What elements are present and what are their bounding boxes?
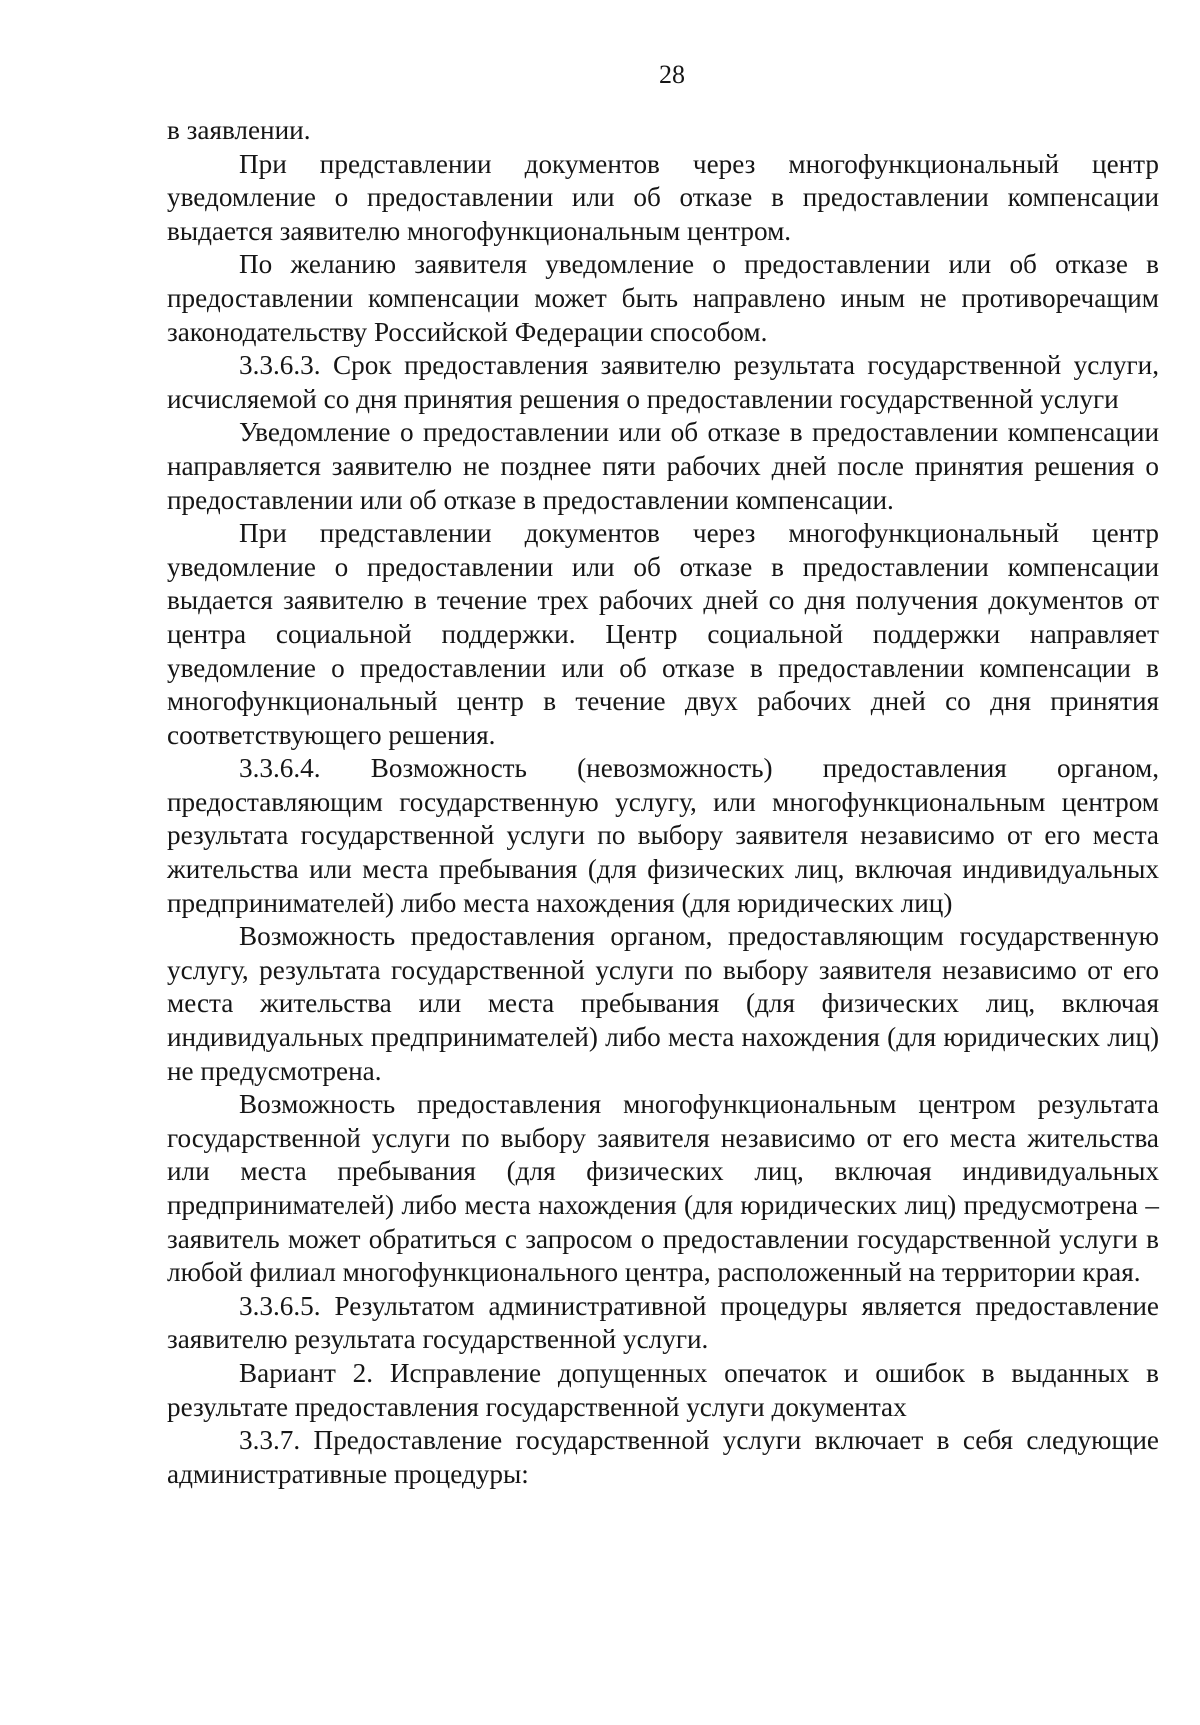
paragraph: в заявлении. bbox=[167, 115, 311, 145]
paragraph: Возможность предоставления многофункциональным центром результата государственной услуги по выбору заявителя независимо от его места жительства или места пребывания (для физических лиц, включая индивидуальных предпринимателей) либо места нахождения (для юридических лиц) предусмотрена – заявитель может обратиться с запросом о предоставлении государственной услуги в любой филиал многофункционального центра, расположенный на территории края. bbox=[167, 1089, 1159, 1288]
paragraph: 3.3.6.5. Результатом административной процедуры является предоставление заявителю результата государственной услуги. bbox=[167, 1290, 1159, 1355]
document-body bbox=[167, 114, 1159, 1491]
paragraph: При представлении документов через многофункциональный центр уведомление о предоставлении или об отказе в предоставлении компенсации выдается заявителю в течение трех рабочих дней со дня получения документов от центра социальной поддержки. Центр социальной поддержки направляет уведомление о предоставлении или об отказе в предоставлении компенсации в многофункциональный центр в течение двух рабочих дней со дня принятия соответствующего решения. bbox=[167, 518, 1159, 750]
paragraph: По желанию заявителя уведомление о предоставлении или об отказе в предоставлении компенсации может быть направлено иным не противоречащим законодательству Российской Федерации способом. bbox=[167, 249, 1159, 347]
paragraph: Вариант 2. Исправление допущенных опечаток и ошибок в выданных в результате предоставления государственной услуги документах bbox=[167, 1357, 1159, 1422]
paragraph: При представлении документов через многофункциональный центр уведомление о предоставлении или об отказе в предоставлении компенсации выдается заявителю многофункциональным центром. bbox=[167, 148, 1159, 246]
paragraph: 3.3.6.3. Срок предоставления заявителю результата государственной услуги, исчисляемой со дня принятия решения о предоставлении государственной услуги bbox=[167, 350, 1159, 414]
paragraph: Возможность предоставления органом, предоставляющим государственную услугу, результата государственной услуги по выбору заявителя независимо от его места жительства или места пребывания (для физических лиц, включая индивидуальных предпринимателей) либо места нахождения (для юридических лиц) не предусмотрена. bbox=[167, 921, 1159, 1086]
paragraph: Уведомление о предоставлении или об отказе в предоставлении компенсации направляется заявителю не позднее пяти рабочих дней после принятия решения о предоставлении или об отказе в предоставлении компенсации. bbox=[167, 417, 1159, 515]
paragraph: 3.3.7. Предоставление государственной услуги включает в себя следующие административные процедуры: bbox=[167, 1425, 1159, 1489]
page-number: 28 bbox=[659, 60, 685, 89]
paragraph: 3.3.6.4. Возможность (невозможность) предоставления органом, предоставляющим государственную услугу, или многофункциональным центром результата государственной услуги по выбору заявителя независимо от его места жительства или места пребывания (для физических лиц, включая индивидуальных предпринимателей) либо места нахождения (для юридических лиц) bbox=[167, 753, 1159, 918]
